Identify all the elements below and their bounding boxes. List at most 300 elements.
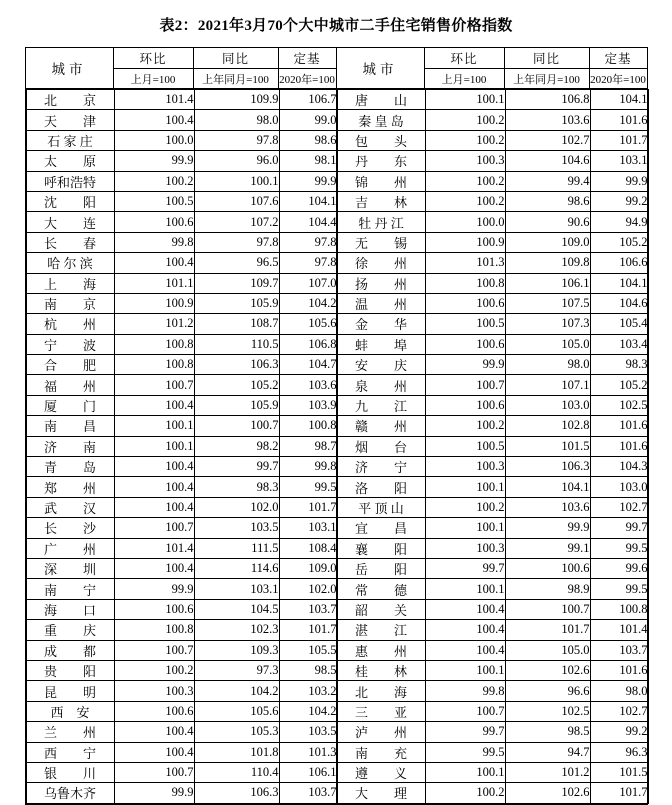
- city-name: 金 华: [337, 314, 425, 334]
- value-base: 99.0: [279, 110, 337, 130]
- city-name: 惠 州: [337, 640, 425, 660]
- value-base: 99.9: [279, 171, 337, 191]
- value-mom: 100.2: [114, 660, 194, 680]
- table-row: [26, 171, 337, 191]
- value-base: 104.2: [279, 293, 337, 313]
- value-yoy: 97.8: [194, 232, 279, 252]
- table-row: [337, 538, 648, 558]
- value-mom: 100.7: [114, 518, 194, 538]
- city-name: 宜 昌: [337, 518, 425, 538]
- value-mom: 100.4: [114, 395, 194, 415]
- value-mom: 100.2: [425, 497, 505, 517]
- value-base: 98.3: [590, 355, 648, 375]
- value-base: 105.2: [590, 375, 648, 395]
- value-base: 99.8: [279, 457, 337, 477]
- value-base: 108.4: [279, 538, 337, 558]
- table-row: [26, 232, 337, 252]
- table-row: [26, 355, 337, 375]
- value-yoy: 98.0: [505, 355, 590, 375]
- table-row: [337, 191, 648, 211]
- value-base: 104.6: [590, 293, 648, 313]
- value-yoy: 98.6: [505, 191, 590, 211]
- value-yoy: 101.8: [194, 742, 279, 762]
- table-row: [26, 457, 337, 477]
- value-yoy: 106.3: [194, 783, 279, 803]
- value-yoy: 98.5: [505, 722, 590, 742]
- value-base: 103.4: [590, 334, 648, 354]
- value-mom: 100.7: [114, 762, 194, 782]
- value-mom: 100.4: [425, 640, 505, 660]
- value-base: 103.7: [279, 783, 337, 803]
- city-name: 温 州: [337, 293, 425, 313]
- city-name: 锦 州: [337, 171, 425, 191]
- city-name: 西 安: [26, 701, 114, 721]
- city-name: 桂 林: [337, 660, 425, 680]
- value-base: 98.5: [279, 660, 337, 680]
- table-row: [337, 722, 648, 742]
- value-yoy: 96.6: [505, 681, 590, 701]
- table-row: [26, 90, 337, 110]
- table-row: [26, 436, 337, 456]
- value-yoy: 94.7: [505, 742, 590, 762]
- table-header: [25, 48, 647, 89]
- value-mom: 99.5: [425, 742, 505, 762]
- value-mom: 100.4: [114, 110, 194, 130]
- value-base: 97.8: [279, 232, 337, 252]
- table-row: [26, 558, 337, 578]
- value-mom: 100.4: [114, 722, 194, 742]
- value-yoy: 106.3: [194, 355, 279, 375]
- city-name: 广 州: [26, 538, 114, 558]
- table-row: [337, 783, 648, 803]
- header-group-yoy-right: 同比: [504, 48, 589, 69]
- table-row: [337, 232, 648, 252]
- city-name: 泸 州: [337, 722, 425, 742]
- value-mom: 99.9: [114, 783, 194, 803]
- header-sub-base-left: 2020年=100: [278, 69, 336, 89]
- city-name: 兰 州: [26, 722, 114, 742]
- city-name: 北 京: [26, 90, 114, 110]
- city-name: 福 州: [26, 375, 114, 395]
- value-yoy: 108.7: [194, 314, 279, 334]
- table-row: [337, 334, 648, 354]
- value-yoy: 104.1: [505, 477, 590, 497]
- value-base: 98.7: [279, 436, 337, 456]
- value-mom: 101.4: [114, 90, 194, 110]
- value-base: 106.1: [279, 762, 337, 782]
- city-name: 太 原: [26, 151, 114, 171]
- value-mom: 100.9: [425, 232, 505, 252]
- value-base: 107.0: [279, 273, 337, 293]
- value-yoy: 109.9: [194, 90, 279, 110]
- city-name: 海 口: [26, 599, 114, 619]
- city-name: 沈 阳: [26, 191, 114, 211]
- value-mom: 99.8: [114, 232, 194, 252]
- value-yoy: 103.0: [505, 395, 590, 415]
- value-base: 103.5: [279, 722, 337, 742]
- table-row: [26, 538, 337, 558]
- value-base: 106.6: [590, 253, 648, 273]
- value-base: 98.1: [279, 151, 337, 171]
- value-yoy: 106.8: [505, 90, 590, 110]
- value-mom: 100.1: [425, 90, 505, 110]
- value-mom: 100.9: [114, 293, 194, 313]
- value-yoy: 101.2: [505, 762, 590, 782]
- value-mom: 100.3: [425, 457, 505, 477]
- city-name: 韶 关: [337, 599, 425, 619]
- table-row: [26, 375, 337, 395]
- value-yoy: 104.6: [505, 151, 590, 171]
- table-row: [337, 701, 648, 721]
- table-row: [26, 681, 337, 701]
- value-mom: 100.1: [425, 518, 505, 538]
- table-row: [26, 273, 337, 293]
- table-row: [337, 436, 648, 456]
- value-base: 104.7: [279, 355, 337, 375]
- table-row: [26, 640, 337, 660]
- table-row: [337, 640, 648, 660]
- value-mom: 100.8: [114, 355, 194, 375]
- table-row: [26, 212, 337, 232]
- table-row: [337, 253, 648, 273]
- city-name: 济 宁: [337, 457, 425, 477]
- value-yoy: 96.5: [194, 253, 279, 273]
- value-mom: 100.6: [114, 212, 194, 232]
- table-row: [26, 314, 337, 334]
- table-body: [25, 89, 647, 805]
- value-yoy: 107.1: [505, 375, 590, 395]
- table-row: [26, 722, 337, 742]
- city-name: 蚌 埠: [337, 334, 425, 354]
- value-yoy: 109.8: [505, 253, 590, 273]
- value-mom: 100.5: [425, 436, 505, 456]
- table-row: [26, 579, 337, 599]
- value-yoy: 105.6: [194, 701, 279, 721]
- value-base: 105.5: [279, 640, 337, 660]
- value-base: 101.6: [590, 416, 648, 436]
- value-base: 104.4: [279, 212, 337, 232]
- value-yoy: 105.9: [194, 293, 279, 313]
- city-name: 长 春: [26, 232, 114, 252]
- page-title: 表2：2021年3月70个大中城市二手住宅销售价格指数: [159, 18, 513, 34]
- value-mom: 100.1: [114, 436, 194, 456]
- table-row: [337, 110, 648, 130]
- value-mom: 99.9: [114, 151, 194, 171]
- table-row: [26, 701, 337, 721]
- city-name: 岳 阳: [337, 558, 425, 578]
- table-row: [26, 497, 337, 517]
- value-yoy: 107.3: [505, 314, 590, 334]
- table-row: [337, 273, 648, 293]
- value-yoy: 102.5: [505, 701, 590, 721]
- value-base: 100.8: [590, 599, 648, 619]
- value-yoy: 99.7: [194, 457, 279, 477]
- value-mom: 100.7: [114, 375, 194, 395]
- value-mom: 100.8: [114, 334, 194, 354]
- table-row: [337, 395, 648, 415]
- value-yoy: 114.6: [194, 558, 279, 578]
- value-yoy: 109.3: [194, 640, 279, 660]
- value-mom: 100.8: [425, 273, 505, 293]
- value-base: 101.5: [590, 762, 648, 782]
- city-name: 成 都: [26, 640, 114, 660]
- city-name: 武 汉: [26, 497, 114, 517]
- value-mom: 100.1: [425, 660, 505, 680]
- header-sub-base-right: 2020年=100: [589, 69, 647, 89]
- value-base: 103.9: [279, 395, 337, 415]
- value-yoy: 105.9: [194, 395, 279, 415]
- header-city-right: 城市: [336, 48, 424, 89]
- city-name: 昆 明: [26, 681, 114, 701]
- table-row: [337, 293, 648, 313]
- city-name: 牡 丹 江: [337, 212, 425, 232]
- table-row: [26, 151, 337, 171]
- table-row: [26, 620, 337, 640]
- value-mom: 100.3: [425, 538, 505, 558]
- value-yoy: 100.7: [505, 599, 590, 619]
- table-row: [26, 518, 337, 538]
- city-name: 平 顶 山: [337, 497, 425, 517]
- value-yoy: 109.7: [194, 273, 279, 293]
- city-name: 哈 尔 滨: [26, 253, 114, 273]
- value-mom: 100.4: [114, 558, 194, 578]
- table-row: [337, 130, 648, 150]
- city-name: 南 充: [337, 742, 425, 762]
- value-base: 99.7: [590, 518, 648, 538]
- value-yoy: 110.5: [194, 334, 279, 354]
- value-mom: 101.1: [114, 273, 194, 293]
- city-name: 常 德: [337, 579, 425, 599]
- value-yoy: 106.1: [505, 273, 590, 293]
- city-name: 秦 皇 岛: [337, 110, 425, 130]
- table-row: [26, 191, 337, 211]
- value-yoy: 90.6: [505, 212, 590, 232]
- city-name: 吉 林: [337, 191, 425, 211]
- value-base: 104.2: [279, 701, 337, 721]
- value-base: 104.1: [279, 191, 337, 211]
- city-name: 银 川: [26, 762, 114, 782]
- value-base: 99.6: [590, 558, 648, 578]
- value-mom: 100.2: [425, 416, 505, 436]
- value-yoy: 105.0: [505, 334, 590, 354]
- header-sub-yoy-left: 上年同月=100: [193, 69, 278, 89]
- value-mom: 100.6: [425, 293, 505, 313]
- value-yoy: 107.5: [505, 293, 590, 313]
- value-base: 103.7: [279, 599, 337, 619]
- table-row: [337, 151, 648, 171]
- table-row: [337, 599, 648, 619]
- city-name: 九 江: [337, 395, 425, 415]
- value-yoy: 106.3: [505, 457, 590, 477]
- table-row: [337, 477, 648, 497]
- value-base: 104.1: [590, 273, 648, 293]
- value-yoy: 102.0: [194, 497, 279, 517]
- city-name: 呼和浩特: [26, 171, 114, 191]
- value-yoy: 105.0: [505, 640, 590, 660]
- city-name: 泉 州: [337, 375, 425, 395]
- right-column-block: [336, 89, 647, 805]
- value-yoy: 105.3: [194, 722, 279, 742]
- value-yoy: 102.6: [505, 783, 590, 803]
- price-index-table: [25, 47, 648, 805]
- value-mom: 100.8: [114, 620, 194, 640]
- value-mom: 99.9: [425, 355, 505, 375]
- value-base: 99.5: [590, 579, 648, 599]
- value-yoy: 102.6: [505, 660, 590, 680]
- value-base: 99.5: [590, 538, 648, 558]
- value-base: 106.8: [279, 334, 337, 354]
- city-name: 包 头: [337, 130, 425, 150]
- city-name: 大 理: [337, 783, 425, 803]
- value-mom: 100.2: [425, 130, 505, 150]
- value-base: 103.7: [590, 640, 648, 660]
- value-mom: 100.6: [425, 395, 505, 415]
- value-mom: 100.4: [425, 599, 505, 619]
- table-row: [337, 742, 648, 762]
- header-group-yoy-left: 同比: [193, 48, 278, 69]
- value-base: 101.7: [279, 497, 337, 517]
- value-yoy: 103.5: [194, 518, 279, 538]
- value-yoy: 102.8: [505, 416, 590, 436]
- value-base: 105.4: [590, 314, 648, 334]
- city-name: 唐 山: [337, 90, 425, 110]
- value-mom: 100.2: [425, 191, 505, 211]
- value-yoy: 97.8: [194, 130, 279, 150]
- value-yoy: 104.5: [194, 599, 279, 619]
- value-yoy: 97.3: [194, 660, 279, 680]
- city-name: 杭 州: [26, 314, 114, 334]
- value-yoy: 98.0: [194, 110, 279, 130]
- value-mom: 100.1: [425, 477, 505, 497]
- value-base: 102.7: [590, 497, 648, 517]
- value-yoy: 102.7: [505, 130, 590, 150]
- table-row: [337, 314, 648, 334]
- value-base: 101.4: [590, 620, 648, 640]
- value-base: 103.6: [279, 375, 337, 395]
- value-base: 99.5: [279, 477, 337, 497]
- value-mom: 100.2: [114, 171, 194, 191]
- city-name: 济 南: [26, 436, 114, 456]
- value-yoy: 99.4: [505, 171, 590, 191]
- value-yoy: 99.1: [505, 538, 590, 558]
- city-name: 无 锡: [337, 232, 425, 252]
- city-name: 洛 阳: [337, 477, 425, 497]
- value-yoy: 98.3: [194, 477, 279, 497]
- table-row: [26, 110, 337, 130]
- value-base: 97.8: [279, 253, 337, 273]
- city-name: 厦 门: [26, 395, 114, 415]
- value-mom: 100.1: [114, 416, 194, 436]
- value-base: 101.6: [590, 110, 648, 130]
- city-name: 郑 州: [26, 477, 114, 497]
- value-base: 102.0: [279, 579, 337, 599]
- city-name: 石 家 庄: [26, 130, 114, 150]
- value-yoy: 105.2: [194, 375, 279, 395]
- value-mom: 100.7: [425, 375, 505, 395]
- value-base: 101.7: [590, 783, 648, 803]
- value-base: 106.7: [279, 90, 337, 110]
- value-mom: 100.4: [114, 253, 194, 273]
- city-name: 长 沙: [26, 518, 114, 538]
- table-row: [26, 599, 337, 619]
- value-yoy: 100.6: [505, 558, 590, 578]
- left-rows-table: [26, 89, 338, 804]
- table-row: [26, 660, 337, 680]
- city-name: 襄 阳: [337, 538, 425, 558]
- value-mom: 100.4: [114, 742, 194, 762]
- value-yoy: 100.7: [194, 416, 279, 436]
- header-sub-mom-left: 上月=100: [113, 69, 193, 89]
- value-mom: 100.2: [425, 783, 505, 803]
- value-mom: 100.3: [114, 681, 194, 701]
- city-name: 合 肥: [26, 355, 114, 375]
- value-mom: 100.7: [114, 640, 194, 660]
- value-base: 98.0: [590, 681, 648, 701]
- value-yoy: 107.2: [194, 212, 279, 232]
- value-base: 104.1: [590, 90, 648, 110]
- value-mom: 99.7: [425, 722, 505, 742]
- value-yoy: 98.2: [194, 436, 279, 456]
- city-name: 宁 波: [26, 334, 114, 354]
- table-row: [337, 579, 648, 599]
- value-base: 98.6: [279, 130, 337, 150]
- city-name: 遵 义: [337, 762, 425, 782]
- city-name: 赣 州: [337, 416, 425, 436]
- table-row: [337, 90, 648, 110]
- value-base: 101.3: [279, 742, 337, 762]
- table-row: [337, 762, 648, 782]
- value-mom: 100.4: [114, 477, 194, 497]
- city-name: 三 亚: [337, 701, 425, 721]
- header-city-left: 城市: [25, 48, 113, 89]
- value-base: 102.5: [590, 395, 648, 415]
- value-mom: 100.1: [425, 762, 505, 782]
- city-name: 贵 阳: [26, 660, 114, 680]
- header-group-base-left: 定基: [278, 48, 336, 69]
- value-base: 104.3: [590, 457, 648, 477]
- value-base: 100.8: [279, 416, 337, 436]
- table-row: [26, 742, 337, 762]
- value-yoy: 98.9: [505, 579, 590, 599]
- value-base: 99.2: [590, 722, 648, 742]
- value-base: 101.7: [279, 620, 337, 640]
- city-name: 大 连: [26, 212, 114, 232]
- value-base: 103.1: [590, 151, 648, 171]
- header-group-mom-left: 环比: [113, 48, 193, 69]
- value-base: 101.7: [590, 130, 648, 150]
- table-row: [337, 416, 648, 436]
- value-yoy: 107.6: [194, 191, 279, 211]
- value-yoy: 100.1: [194, 171, 279, 191]
- header-sub-yoy-right: 上年同月=100: [504, 69, 589, 89]
- value-yoy: 96.0: [194, 151, 279, 171]
- table-row: [337, 497, 648, 517]
- value-base: 101.6: [590, 436, 648, 456]
- table-row: [26, 395, 337, 415]
- city-name: 天 津: [26, 110, 114, 130]
- city-name: 青 岛: [26, 457, 114, 477]
- table-row: [337, 457, 648, 477]
- value-yoy: 111.5: [194, 538, 279, 558]
- city-name: 西 宁: [26, 742, 114, 762]
- header-group-base-right: 定基: [589, 48, 647, 69]
- value-yoy: 104.2: [194, 681, 279, 701]
- value-yoy: 99.9: [505, 518, 590, 538]
- city-name: 南 昌: [26, 416, 114, 436]
- city-name: 乌鲁木齐: [26, 783, 114, 803]
- value-base: 109.0: [279, 558, 337, 578]
- city-name: 南 宁: [26, 579, 114, 599]
